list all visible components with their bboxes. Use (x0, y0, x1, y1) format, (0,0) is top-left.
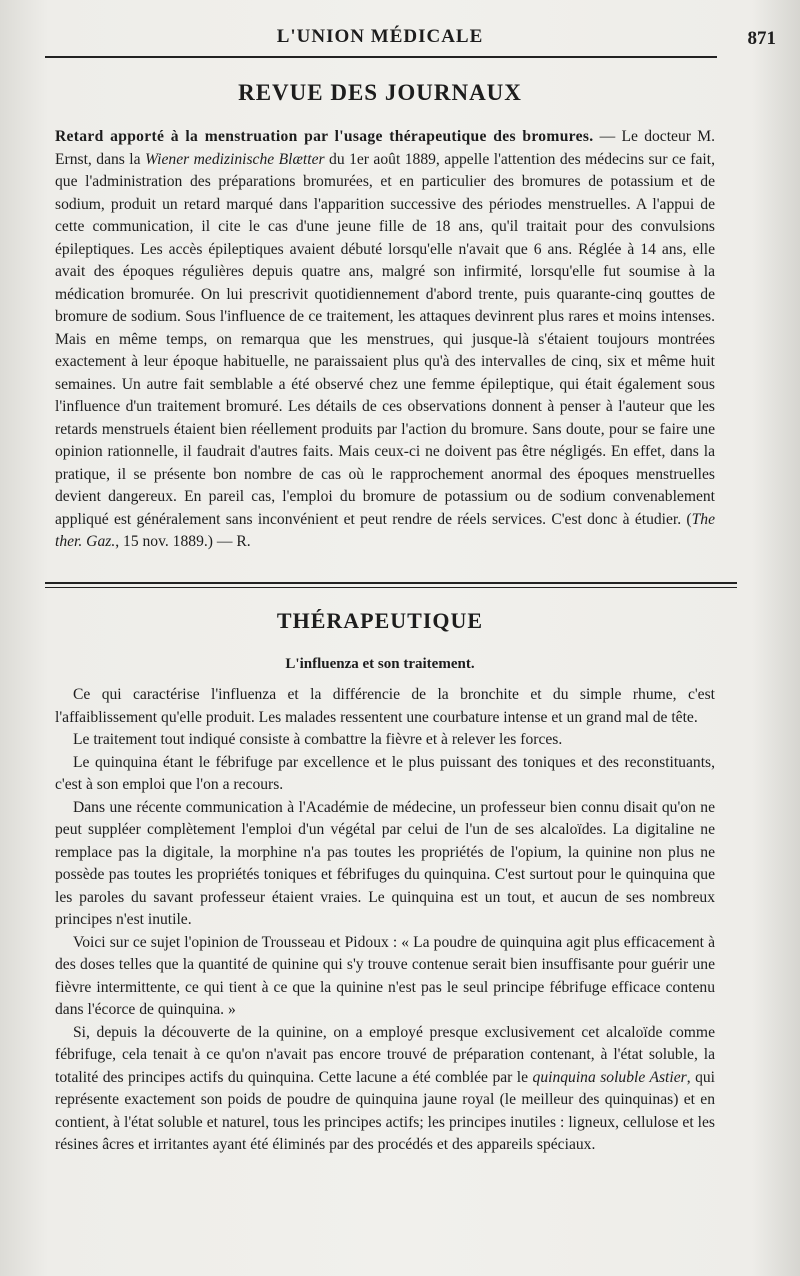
subheading-influenza: L'influenza et son traitement. (285, 656, 475, 672)
article-influenza (55, 684, 715, 1157)
section-divider-top (45, 582, 737, 584)
page-number: 871 (747, 28, 776, 49)
article-text-a: — Le docteur M. Ernst, dans la (55, 128, 715, 168)
paragraph (55, 1022, 715, 1157)
article-text-b: du 1er août 1889, appelle l'attention des médecins sur ce fait, que l'administration des préparations bromurées, et en particulier des bromures de potassium et de sodium, produit un retard marqué dans l'apparition successive des périodes menstruelles. A l'appui de cette communication, il cite le cas d'une jeune fille de 18 ans, qu'il traitait pour des convulsions épileptiques. Les accès épileptiques avaient débuté lorsqu'elle n'avait que 6 ans. Réglée à 14 ans, elle avait des époques régulières depuis quatre ans, malgré son infirmité, lorsqu'elle fut soumise à la médication bromurée. On lui prescrivit quotidiennement d'abord trente, puis quarante-cinq gouttes de bromure de sodium. Sous l'influence de ce traitement, les attaques devinrent plus rares et moins intenses. Mais en même temps, on remarqua que les menstrues, qui jusque-là s'étaient toujours montrées exactement à leur époque habituelle, ne paraissaient plus qu'à des intervalles de cinq, six et même huit semaines. Un autre fait semblable a été observé chez une femme épileptique, qui était également sous l'influence d'un traitement bromuré. Les détails de ces observations donnent à penser à l'auteur que les retards menstruels étaient bien réellement produits par l'action du bromure. Sans doute, pour se faire une opinion rationnelle, il faudrait d'autres faits. Mais ceux-ci ne doivent pas être négligés. En effet, dans la pratique, il se présente bon nombre de cas où le rapprochement anormal des époques menstruelles devient dangereux. En pareil cas, l'emploi du bromure de potassium ou de sodium convenablement appliqué est généralement sans inconvénient et peut rendre de réels services. C'est donc à étudier. ( (55, 150, 715, 528)
article-citation: The ther. Gaz. (55, 510, 715, 550)
article-paragraph (55, 126, 715, 554)
journal-name: Wiener medizinische Blætter (145, 150, 325, 168)
running-head (0, 26, 800, 56)
paragraph: Ce qui caractérise l'influenza et la différencie de la bronchite et du simple rhume, c'est l'affaiblissement qu'elle produit. Les malades ressentent une courbature intense et un grand mal de tête. (55, 686, 715, 726)
section-divider-bottom (45, 587, 737, 588)
article-bromures (55, 126, 715, 554)
paragraph-text-b: , qui représente exactement son poids de poudre de quinquina jaune royal (le meilleur des quinquinas) et en contient, à l'état soluble et naturel, tous les principes actifs; les principes inutiles : ligneux, cellulose et les résines âcres et irritantes ayant été éliminés par des procédés et des appareils spéciaux. (55, 1068, 716, 1153)
paragraph: Dans une récente communication à l'Académie de médecine, un professeur bien connu disait qu'on ne peut suppléer complètement l'emploi d'un végétal par celui de l'un de ses alcaloïdes. La digitaline ne remplace pas la digitale, la morphine n'a pas toutes les propriétés de l'opium, la quinine non plus ne possède pas toutes les propriétés toniques et fébrifuges du quinquina. C'est surtout pour le quinquina que les paroles du savant professeur étaient vraies. Le quinquina est un tout, et aucun de ses nombreux principes n'est inutile. (55, 798, 715, 928)
article-text-c: , 15 nov. 1889.) — R. (115, 533, 251, 550)
product-name: quinquina soluble Astier (532, 1068, 687, 1086)
section-title-revue: REVUE DES JOURNAUX (238, 80, 522, 105)
article-heading: Retard apporté à la menstruation par l'usage thérapeutique des bromures. (55, 128, 594, 145)
header-rule (45, 56, 717, 58)
paragraph-text-a: Si, depuis la découverte de la quinine, on a employé presque exclusivement cet alcaloïde comme fébrifuge, cela tenait à ce qu'on n'avait pas encore trouvé de préparation contenant, à l'état soluble, la totalité des principes actifs du quinquina. Cette lacune a été comblée par le (55, 1023, 715, 1086)
paragraph: Le traitement tout indiqué consiste à combattre la fièvre et à relever les forces. (73, 731, 563, 748)
paragraph: Le quinquina étant le fébrifuge par excellence et le plus puissant des toniques et des reconstituants, c'est à son emploi que l'on a recours. (55, 753, 715, 793)
paragraph: Voici sur ce sujet l'opinion de Trousseau et Pidoux : « La poudre de quinquina agit plus efficacement à des doses telles que la quantité de quinine qui s'y trouve contenue serait bien insuffisante pour guérir une fièvre intermittente, ce qui tient à ce que la quinine n'est pas le seul principe fébrifuge efficace contenu dans l'écorce de quinquina. » (55, 933, 715, 1018)
journal-title: L'UNION MÉDICALE (276, 26, 484, 47)
section-title-therapeutique: THÉRAPEUTIQUE (276, 608, 484, 633)
